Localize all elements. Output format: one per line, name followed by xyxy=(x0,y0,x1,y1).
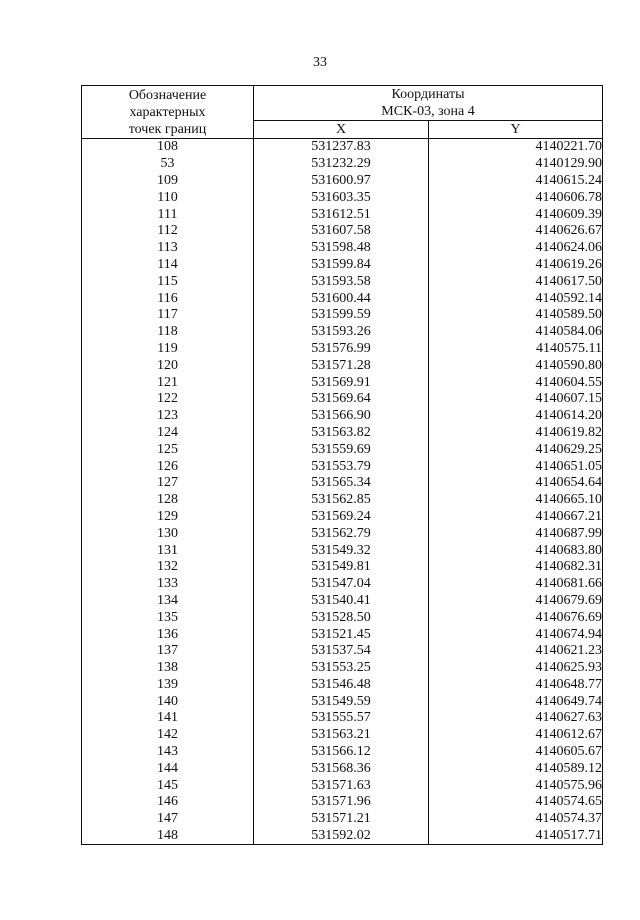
y-cell: 4140625.93 xyxy=(429,660,603,677)
point-header-line-2: характерных xyxy=(129,104,206,120)
x-cell: 531540.41 xyxy=(254,593,429,610)
table-row xyxy=(82,425,603,442)
table-row xyxy=(82,290,603,307)
y-cell: 4140574.65 xyxy=(429,794,603,811)
table-row xyxy=(82,240,603,257)
table-row xyxy=(82,509,603,526)
y-cell: 4140589.50 xyxy=(429,307,603,324)
point-cell: 142 xyxy=(82,727,254,744)
x-cell: 531592.02 xyxy=(254,828,429,845)
table-row xyxy=(82,693,603,710)
table-row xyxy=(82,475,603,492)
x-cell: 531549.32 xyxy=(254,542,429,559)
x-cell: 531600.44 xyxy=(254,290,429,307)
x-cell: 531599.84 xyxy=(254,257,429,274)
x-cell: 531546.48 xyxy=(254,677,429,694)
x-cell: 531562.79 xyxy=(254,525,429,542)
x-cell: 531565.34 xyxy=(254,475,429,492)
y-cell: 4140615.24 xyxy=(429,173,603,190)
point-cell: 132 xyxy=(82,559,254,576)
point-cell: 111 xyxy=(82,206,254,223)
x-cell: 531559.69 xyxy=(254,441,429,458)
table-row xyxy=(82,324,603,341)
y-cell: 4140665.10 xyxy=(429,492,603,509)
x-cell: 531563.82 xyxy=(254,425,429,442)
table-row xyxy=(82,173,603,190)
y-cell: 4140617.50 xyxy=(429,273,603,290)
x-cell: 531599.59 xyxy=(254,307,429,324)
y-cell: 4140624.06 xyxy=(429,240,603,257)
point-cell: 117 xyxy=(82,307,254,324)
y-cell: 4140590.80 xyxy=(429,357,603,374)
x-cell: 531553.25 xyxy=(254,660,429,677)
x-cell: 531568.36 xyxy=(254,760,429,777)
point-cell: 137 xyxy=(82,643,254,660)
point-cell: 128 xyxy=(82,492,254,509)
point-cell: 110 xyxy=(82,189,254,206)
page-number: 33 xyxy=(313,55,327,70)
table-row xyxy=(82,408,603,425)
x-cell: 531598.48 xyxy=(254,240,429,257)
x-cell: 531232.29 xyxy=(254,156,429,173)
x-cell: 531566.90 xyxy=(254,408,429,425)
y-cell: 4140682.31 xyxy=(429,559,603,576)
y-cell: 4140517.71 xyxy=(429,828,603,845)
point-cell: 122 xyxy=(82,391,254,408)
x-cell: 531547.04 xyxy=(254,576,429,593)
table-row xyxy=(82,341,603,358)
x-cell: 531569.64 xyxy=(254,391,429,408)
x-cell: 531612.51 xyxy=(254,206,429,223)
x-cell: 531571.63 xyxy=(254,777,429,794)
table-row xyxy=(82,139,603,156)
point-cell: 131 xyxy=(82,542,254,559)
coordinates-table xyxy=(81,85,603,845)
table-row xyxy=(82,441,603,458)
point-cell: 127 xyxy=(82,475,254,492)
x-cell: 531571.96 xyxy=(254,794,429,811)
point-cell: 126 xyxy=(82,458,254,475)
table-row xyxy=(82,744,603,761)
x-cell: 531600.97 xyxy=(254,173,429,190)
x-cell: 531571.21 xyxy=(254,811,429,828)
y-cell: 4140619.82 xyxy=(429,425,603,442)
y-cell: 4140575.11 xyxy=(429,341,603,358)
x-cell: 531555.57 xyxy=(254,710,429,727)
x-cell: 531563.21 xyxy=(254,727,429,744)
point-cell: 130 xyxy=(82,525,254,542)
table-row xyxy=(82,794,603,811)
x-cell: 531576.99 xyxy=(254,341,429,358)
point-cell: 120 xyxy=(82,357,254,374)
point-cell: 112 xyxy=(82,223,254,240)
y-cell: 4140614.20 xyxy=(429,408,603,425)
x-cell: 531521.45 xyxy=(254,626,429,643)
point-header-line-3: точек границ xyxy=(128,121,207,137)
y-cell: 4140648.77 xyxy=(429,677,603,694)
point-designation-header xyxy=(82,86,254,139)
point-cell: 147 xyxy=(82,811,254,828)
x-cell: 531571.28 xyxy=(254,357,429,374)
y-cell: 4140687.99 xyxy=(429,525,603,542)
point-cell: 138 xyxy=(82,660,254,677)
y-cell: 4140676.69 xyxy=(429,609,603,626)
y-cell: 4140606.78 xyxy=(429,189,603,206)
table-row xyxy=(82,223,603,240)
table-row xyxy=(82,374,603,391)
point-cell: 53 xyxy=(82,156,254,173)
point-cell: 119 xyxy=(82,341,254,358)
x-cell: 531553.79 xyxy=(254,458,429,475)
table-row xyxy=(82,727,603,744)
y-cell: 4140679.69 xyxy=(429,593,603,610)
x-cell: 531549.59 xyxy=(254,693,429,710)
table-row xyxy=(82,542,603,559)
table-row xyxy=(82,525,603,542)
y-cell: 4140221.70 xyxy=(429,139,603,156)
coords-header-line-1: Координаты xyxy=(391,87,465,102)
y-cell: 4140681.66 xyxy=(429,576,603,593)
y-cell: 4140649.74 xyxy=(429,693,603,710)
point-cell: 116 xyxy=(82,290,254,307)
y-cell: 4140575.96 xyxy=(429,777,603,794)
table-row xyxy=(82,643,603,660)
table-row xyxy=(82,189,603,206)
table-row xyxy=(82,576,603,593)
y-cell: 4140683.80 xyxy=(429,542,603,559)
table-row xyxy=(82,609,603,626)
x-column-header: X xyxy=(254,121,429,139)
y-cell: 4140609.39 xyxy=(429,206,603,223)
x-cell: 531562.85 xyxy=(254,492,429,509)
y-cell: 4140629.25 xyxy=(429,441,603,458)
x-cell: 531528.50 xyxy=(254,609,429,626)
x-cell: 531569.91 xyxy=(254,374,429,391)
table-row xyxy=(82,828,603,845)
point-cell: 123 xyxy=(82,408,254,425)
table-row xyxy=(82,156,603,173)
x-cell: 531603.35 xyxy=(254,189,429,206)
point-header-line-1: Обозначение xyxy=(128,87,207,103)
point-cell: 143 xyxy=(82,744,254,761)
table-row xyxy=(82,391,603,408)
table-row xyxy=(82,710,603,727)
y-cell: 4140619.26 xyxy=(429,257,603,274)
y-cell: 4140605.67 xyxy=(429,744,603,761)
point-cell: 121 xyxy=(82,374,254,391)
point-cell: 113 xyxy=(82,240,254,257)
table-row xyxy=(82,273,603,290)
x-cell: 531566.12 xyxy=(254,744,429,761)
y-cell: 4140627.63 xyxy=(429,710,603,727)
point-cell: 109 xyxy=(82,173,254,190)
table-row xyxy=(82,357,603,374)
x-cell: 531593.26 xyxy=(254,324,429,341)
point-cell: 134 xyxy=(82,593,254,610)
y-column-header: Y xyxy=(429,121,603,139)
table-row xyxy=(82,559,603,576)
table-row xyxy=(82,492,603,509)
y-cell: 4140626.67 xyxy=(429,223,603,240)
x-cell: 531237.83 xyxy=(254,139,429,156)
y-cell: 4140654.64 xyxy=(429,475,603,492)
point-cell: 146 xyxy=(82,794,254,811)
table-row xyxy=(82,777,603,794)
coords-header-line-2: МСК-03, зона 4 xyxy=(381,104,475,119)
point-cell: 133 xyxy=(82,576,254,593)
point-cell: 144 xyxy=(82,760,254,777)
y-cell: 4140607.15 xyxy=(429,391,603,408)
point-cell: 118 xyxy=(82,324,254,341)
point-cell: 115 xyxy=(82,273,254,290)
table-row xyxy=(82,206,603,223)
x-cell: 531593.58 xyxy=(254,273,429,290)
point-cell: 125 xyxy=(82,441,254,458)
y-cell: 4140592.14 xyxy=(429,290,603,307)
x-cell: 531549.81 xyxy=(254,559,429,576)
table-row xyxy=(82,307,603,324)
point-cell: 124 xyxy=(82,425,254,442)
table-row xyxy=(82,660,603,677)
point-cell: 108 xyxy=(82,139,254,156)
table-row xyxy=(82,760,603,777)
x-cell: 531569.24 xyxy=(254,509,429,526)
point-cell: 140 xyxy=(82,693,254,710)
coordinates-header xyxy=(254,86,603,121)
point-cell: 141 xyxy=(82,710,254,727)
y-cell: 4140621.23 xyxy=(429,643,603,660)
y-cell: 4140604.55 xyxy=(429,374,603,391)
y-cell: 4140574.37 xyxy=(429,811,603,828)
table-row xyxy=(82,593,603,610)
y-cell: 4140667.21 xyxy=(429,509,603,526)
table-row xyxy=(82,257,603,274)
point-cell: 139 xyxy=(82,677,254,694)
y-cell: 4140674.94 xyxy=(429,626,603,643)
y-cell: 4140651.05 xyxy=(429,458,603,475)
point-cell: 114 xyxy=(82,257,254,274)
y-cell: 4140589.12 xyxy=(429,760,603,777)
table-row xyxy=(82,626,603,643)
x-cell: 531537.54 xyxy=(254,643,429,660)
y-cell: 4140129.90 xyxy=(429,156,603,173)
y-cell: 4140612.67 xyxy=(429,727,603,744)
point-cell: 148 xyxy=(82,828,254,845)
point-cell: 135 xyxy=(82,609,254,626)
point-cell: 136 xyxy=(82,626,254,643)
point-cell: 145 xyxy=(82,777,254,794)
y-cell: 4140584.06 xyxy=(429,324,603,341)
table-row xyxy=(82,811,603,828)
table-row xyxy=(82,677,603,694)
point-cell: 129 xyxy=(82,509,254,526)
table-row xyxy=(82,458,603,475)
x-cell: 531607.58 xyxy=(254,223,429,240)
